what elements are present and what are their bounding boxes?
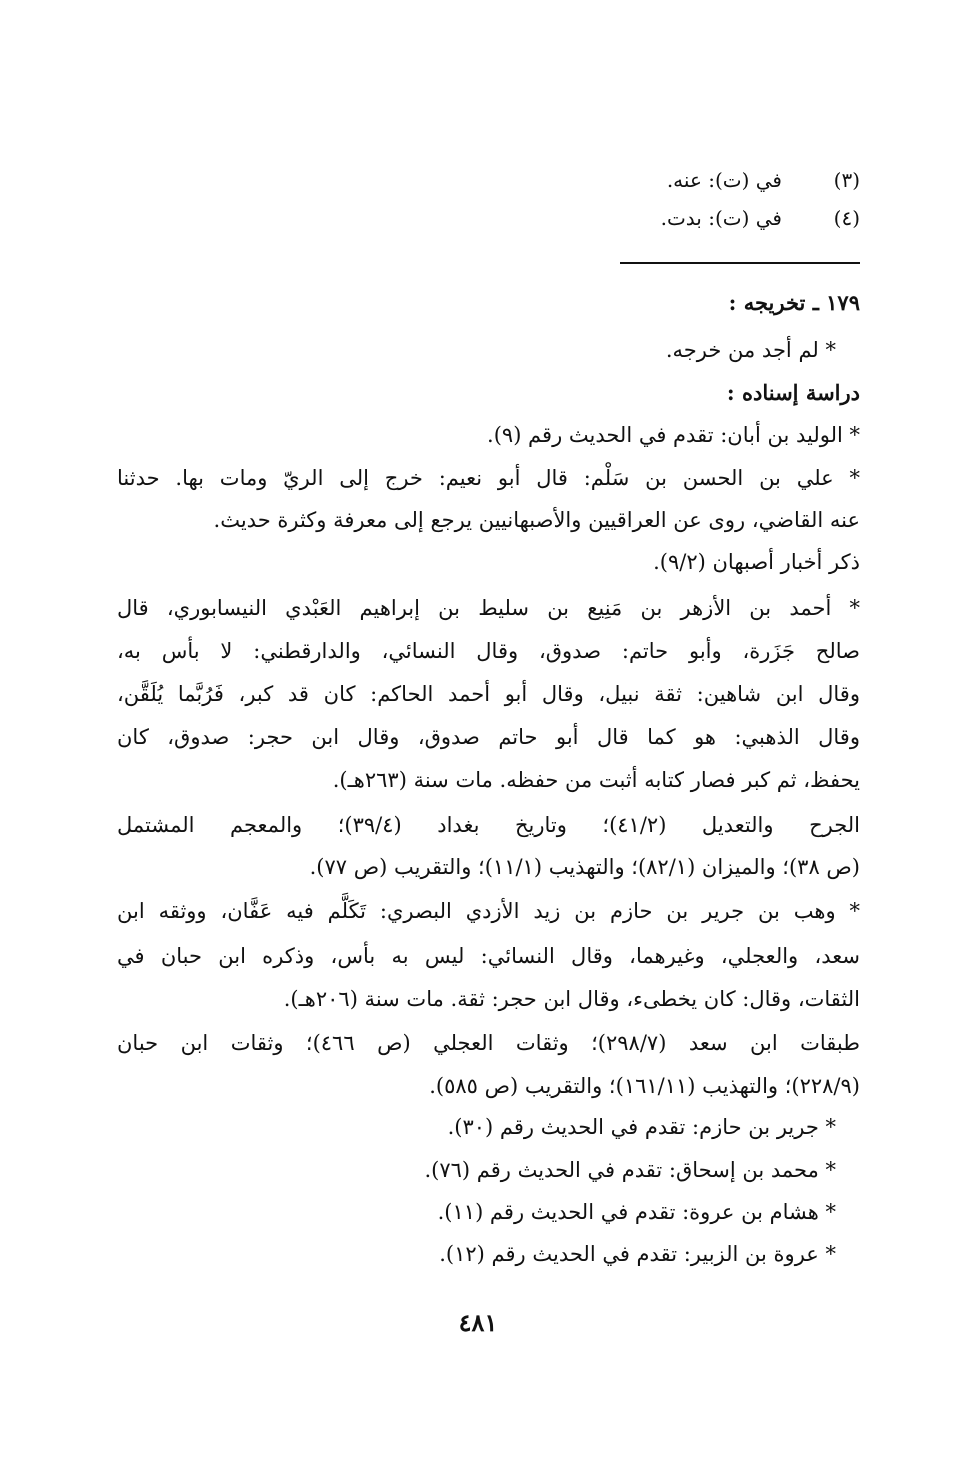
text-line: وقال ابن شاهين: ثقة نبيل، وقال أبو أحمد الحاكم: كان قد كبر، فَرُبَّما يُلَقَّن، bbox=[117, 682, 860, 706]
section-heading bbox=[729, 288, 860, 318]
text-line: * لم أجد من خرجه. bbox=[665, 338, 836, 362]
footnote-4-text: في (ت): بدت. bbox=[660, 206, 782, 230]
text-line: الجرح والتعديل (٤١/٢)؛ وتاريخ بغداد (٣٩/٤)؛ والمعجم المشتمل bbox=[117, 813, 860, 837]
footnote-3-number: (٣) bbox=[833, 168, 860, 192]
text-line: * علي بن الحسن بن سَلْم: قال أبو نعيم: خرج إلى الريّ ومات بها. حدثنا bbox=[117, 466, 860, 490]
text-line: (٢٢٨/٩)؛ والتهذيب (١٦١/١١)؛ والتقريب (ص ٥٨٥). bbox=[429, 1074, 860, 1098]
text-line: سعد، والعجلي، وغيرهما، وقال النسائي: ليس به بأس، وذكره ابن حبان في bbox=[117, 944, 860, 968]
text-line: * جرير بن حازم: تقدم في الحديث رقم (٣٠). bbox=[447, 1115, 836, 1139]
footnote-3-text: في (ت): عنه. bbox=[666, 168, 782, 192]
footnote-separator-rule bbox=[620, 262, 860, 264]
text-line: عنه القاضي، روى عن العراقيين والأصبهانيين يرجع إلى معرفة وكثرة حديث. bbox=[213, 508, 860, 532]
page-number: ٤٨١ bbox=[458, 1308, 498, 1337]
text-line: الثقات، وقال: كان يخطىء، وقال ابن حجر: ثقة. مات سنة (٢٠٦هـ). bbox=[283, 987, 860, 1011]
text-line: * هشام بن عروة: تقدم في الحديث رقم (١١). bbox=[437, 1200, 836, 1224]
text-line: (ص ٣٨)؛ والميزان (٨٢/١)؛ والتهذيب (١١/١)؛ والتقريب (ص ٧٧). bbox=[309, 855, 860, 879]
text-line: صالح جَزَرة، وأبو حاتم: صدوق، وقال النسائي، والدارقطني: لا بأس به، bbox=[117, 639, 860, 663]
heading-title: تخريجه : bbox=[728, 290, 806, 315]
text-line: * أحمد بن الأزهر بن مَنِيع بن سليط بن إبراهيم العَبْدي النيسابوري، قال bbox=[117, 596, 860, 620]
subheading: دراسة إسناده : bbox=[726, 380, 860, 405]
text-line: ذكر أخبار أصبهان (٩/٢). bbox=[653, 550, 860, 574]
text-line: * محمد بن إسحاق: تقدم في الحديث رقم (٧٦). bbox=[424, 1158, 836, 1182]
text-line: وقال الذهبي: هو كما قال أبو حاتم صدوق، وقال ابن حجر: صدوق، كان bbox=[117, 725, 860, 749]
text-line: يحفظ، ثم كبر فصار كتابه أثبت من حفظه. مات سنة (٢٦٣هـ). bbox=[332, 768, 860, 792]
text-line: طبقات ابن سعد (٢٩٨/٧)؛ وثقات العجلي (ص ٤٦٦)؛ وثقات ابن حبان bbox=[117, 1031, 860, 1055]
text-line: * عروة بن الزبير: تقدم في الحديث رقم (١٢). bbox=[439, 1242, 836, 1266]
hadith-number: ١٧٩ ـ bbox=[812, 290, 860, 315]
text-line: * الوليد بن أبان: تقدم في الحديث رقم (٩). bbox=[487, 423, 860, 447]
footnote-4-number: (٤) bbox=[833, 206, 860, 230]
text-line: * وهب بن جرير بن حازم بن زيد الأزدي البصري: تَكَلَّم فيه عَفَّان، ووثقه ابن bbox=[117, 899, 860, 923]
